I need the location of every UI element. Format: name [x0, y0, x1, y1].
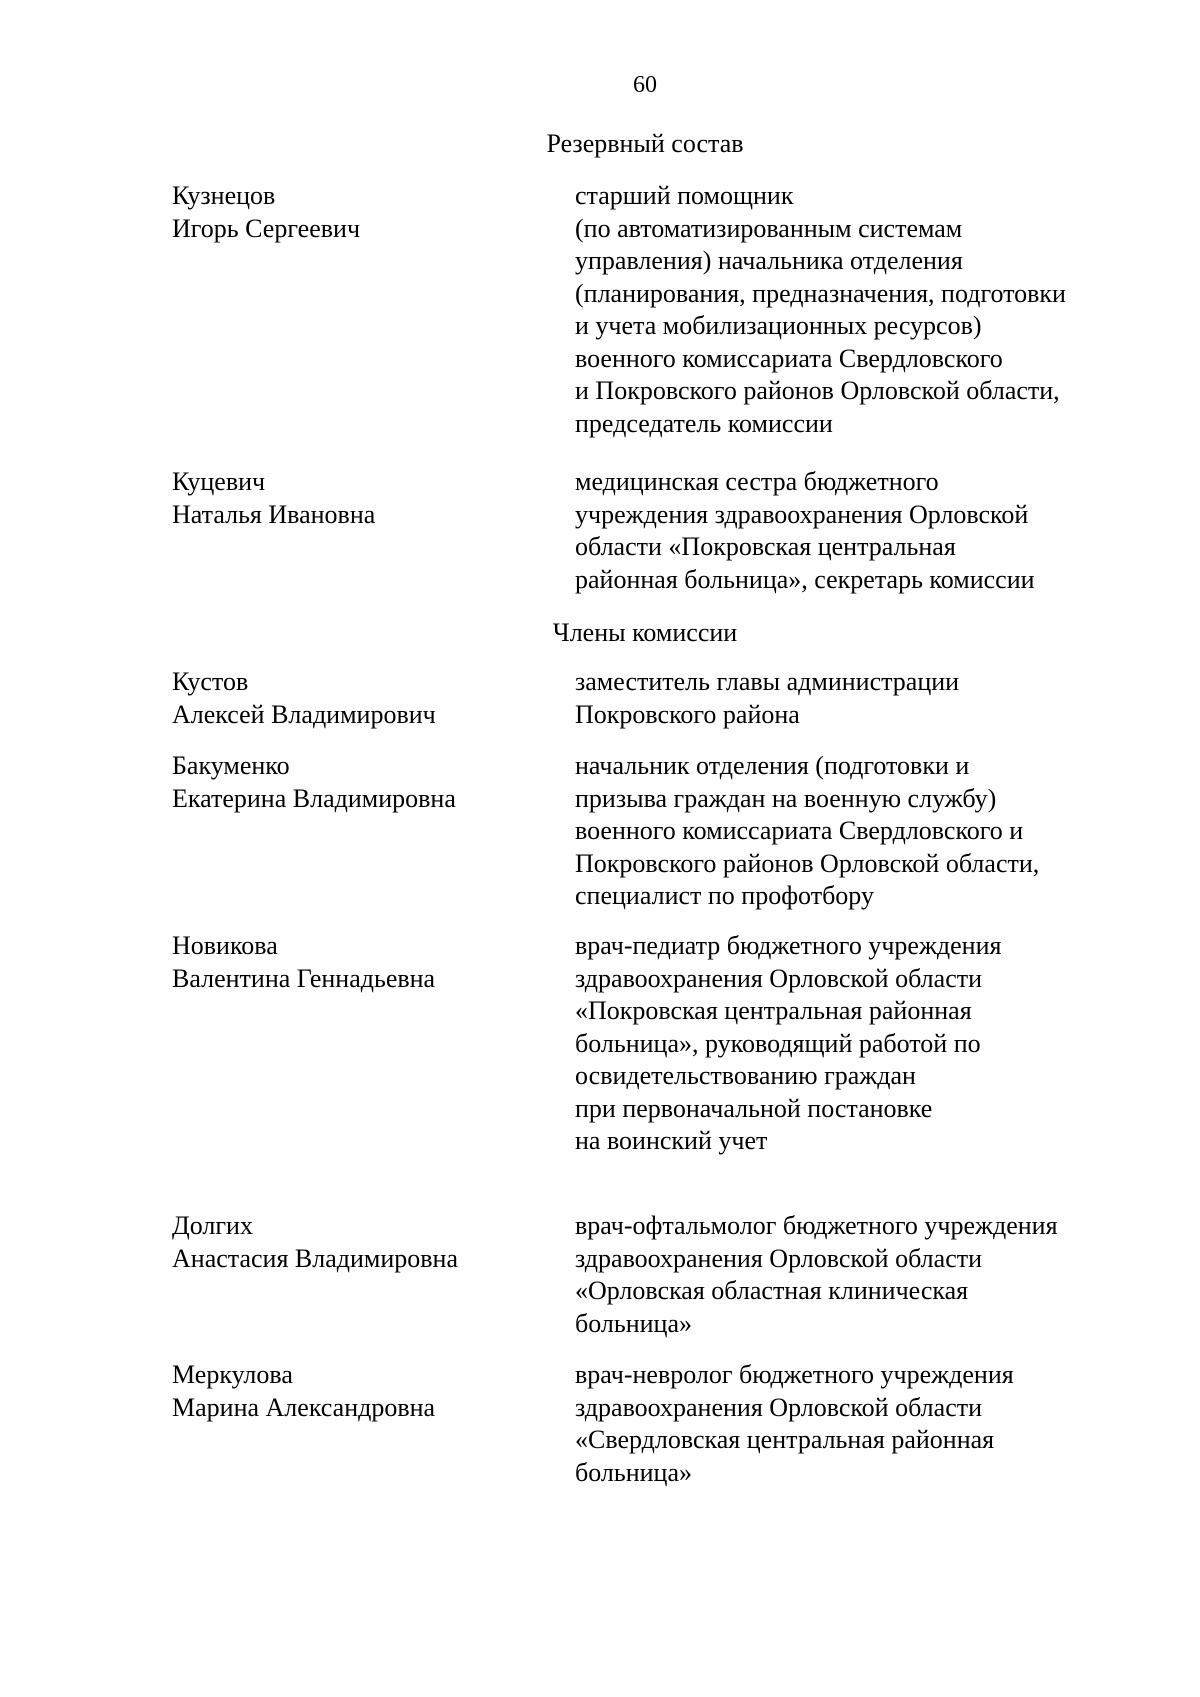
position-line: «Покровская центральная районная	[575, 996, 972, 1025]
position-line: учреждения здравоохранения Орловской	[575, 499, 1029, 529]
person-position	[575, 666, 1135, 731]
position-line: при первоначальной постановке	[575, 1093, 933, 1123]
person-given-name: Анастасия Владимировна	[172, 1243, 458, 1273]
person-given-name: Екатерина Владимировна	[172, 783, 456, 813]
position-line: старший помощник	[575, 181, 794, 210]
person-name	[172, 750, 552, 815]
person-surname: Бакуменко	[172, 751, 290, 780]
person-name	[172, 1210, 552, 1275]
position-line: на воинский учет	[575, 1126, 768, 1155]
position-line: здравоохранения Орловской области	[575, 1243, 983, 1273]
person-position	[575, 1210, 1135, 1340]
position-line: здравоохранения Орловской области	[575, 1392, 983, 1422]
position-line: медицинская сестра бюджетного	[575, 467, 939, 496]
position-line: Покровского района	[575, 699, 800, 729]
person-given-name: Игорь Сергеевич	[172, 213, 361, 243]
position-line: специалист по профотбору	[575, 881, 874, 910]
position-line: больница»	[575, 1308, 692, 1338]
position-line: военного комиссариата Свердловского	[575, 343, 1003, 373]
person-name	[172, 666, 552, 731]
section-title-reserve: Резервный состав	[546, 129, 744, 158]
position-line: освидетельствованию граждан	[575, 1061, 916, 1090]
person-surname: Кустов	[172, 667, 249, 696]
page-number: 60	[633, 72, 657, 98]
person-position	[575, 930, 1135, 1158]
person-position	[575, 1359, 1135, 1489]
position-line: заместитель главы администрации	[575, 667, 960, 696]
position-line: управления) начальника отделения	[575, 246, 963, 275]
person-surname: Кузнецов	[172, 181, 276, 210]
person-given-name: Алексей Владимирович	[172, 699, 436, 729]
person-given-name: Наталья Ивановна	[172, 499, 376, 529]
person-name	[172, 466, 552, 531]
person-name	[172, 930, 552, 995]
position-line: начальник отделения (подготовки и	[575, 751, 970, 780]
person-given-name: Марина Александровна	[172, 1392, 436, 1422]
position-line: «Свердловская центральная районная	[575, 1425, 995, 1454]
position-line: и Покровского районов Орловской области,	[575, 376, 1060, 405]
person-surname: Новикова	[172, 931, 278, 960]
person-surname: Куцевич	[172, 467, 266, 496]
position-line: здравоохранения Орловской области	[575, 963, 983, 993]
position-line: председатель комиссии	[575, 408, 833, 438]
person-name	[172, 180, 552, 245]
position-line: больница»	[575, 1457, 692, 1487]
person-position	[575, 180, 1135, 440]
person-name	[172, 1359, 552, 1424]
person-position	[575, 466, 1135, 596]
position-line: врач-офтальмолог бюджетного учреждения	[575, 1211, 1058, 1240]
position-line: (по автоматизированным системам	[575, 213, 963, 243]
position-line: области «Покровская центральная	[575, 532, 956, 561]
position-line: военного комиссариата Свердловского и	[575, 816, 1024, 845]
person-position	[575, 750, 1135, 913]
person-surname: Меркулова	[172, 1360, 293, 1389]
position-line: и учета мобилизационных ресурсов)	[575, 311, 982, 340]
position-line: районная больница», секретарь комиссии	[575, 564, 1035, 594]
position-line: врач-невролог бюджетного учреждения	[575, 1360, 1014, 1389]
person-given-name: Валентина Геннадьевна	[172, 963, 436, 993]
position-line: призыва граждан на военную службу)	[575, 783, 997, 813]
position-line: (планирования, предназначения, подготовки	[575, 278, 1066, 308]
position-line: Покровского районов Орловской области,	[575, 848, 1040, 878]
position-line: больница», руководящий работой по	[575, 1028, 981, 1058]
person-surname: Долгих	[172, 1211, 253, 1240]
position-line: «Орловская областная клиническая	[575, 1276, 969, 1305]
section-title-members: Члены комиссии	[552, 618, 738, 647]
position-line: врач-педиатр бюджетного учреждения	[575, 931, 1002, 960]
